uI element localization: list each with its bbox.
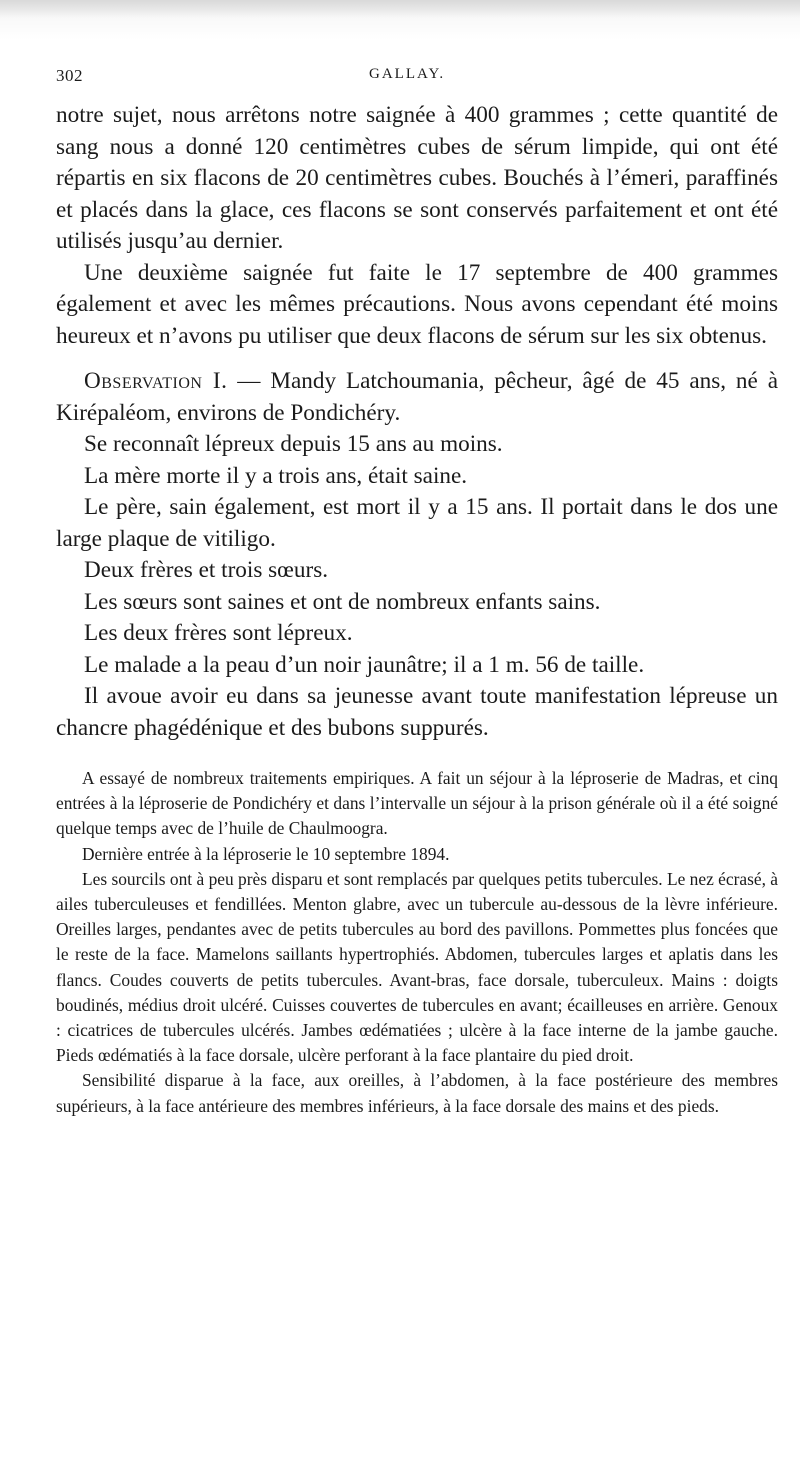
- observation-heading: [56, 366, 778, 429]
- page-number: 302: [56, 66, 83, 85]
- case-line: Le père, sain également, est mort il y a 15 ans. Il portait dans le dos une large plaque de vitiligo.: [56, 494, 778, 552]
- notes-last-entry: Dernière entrée à la léproserie le 10 septembre 1894.: [82, 843, 450, 864]
- notes-treatments: A essayé de nombreux traitements empiriques. A fait un séjour à la léproserie de Madras, et cinq entrées à la léproserie de Pondichéry et dans l’intervalle un séjour à la prison générale où il a été soigné quelque temps avec de l’huile de Chaulmoogra.: [56, 768, 778, 839]
- case-line: La mère morte il y a trois ans, était saine.: [84, 462, 468, 489]
- observation-label: Observation I.: [84, 368, 228, 394]
- case-line: Deux frères et trois sœurs.: [84, 557, 329, 583]
- paragraph-second-bleeding: Une deuxième saignée fut faite le 17 septembre de 400 grammes également et avec les mêmes précautions. Nous avons cependant été moins heureux et n’avons pu utiliser que deux flacons de sérum sur les six obtenus.: [56, 259, 778, 349]
- paragraph-serum-collection: notre sujet, nous arrêtons notre saignée à 400 grammes ; cette quantité de sang nous a donné 120 centimètres cubes de sérum limpide, qui ont été répartis en six flacons de 20 centimètres cubes. Bouchés à l’émeri, paraffinés et placés dans la glace, ces flacons se sont conservés parfaitement et ont été utilisés jusqu’au dernier.: [56, 102, 778, 254]
- clinical-notes: [56, 766, 778, 1119]
- case-line: Les deux frères sont lépreux.: [84, 620, 353, 646]
- main-text: [56, 100, 778, 1119]
- observation-intro: — Mandy Latchoumania, pêcheur, âgé de 45 ans, né à Kirépaléom, environs de Pondichéry.: [56, 368, 779, 426]
- case-line: Les sœurs sont saines et ont de nombreux enfants sains.: [84, 588, 601, 615]
- case-line: Le malade a la peau d’un noir jaunâtre; il a 1 m. 56 de taille.: [84, 651, 645, 678]
- notes-symptoms: Les sourcils ont à peu près disparu et sont remplacés par quelques petits tubercules. Le nez écrasé, à ailes tuberculeuses et fendillées. Menton glabre, avec un tubercule au-dessous de la lèvre inférieure. Oreilles larges, pendantes avec de petits tubercules au bord des pavillons. Pommettes plus foncées que le reste de la face. Mamelons saillants hypertrophiés. Abdomen, tubercules larges et aplatis dans les flancs. Coudes couverts de petits tubercules. Avant-bras, face dorsale, tuberculeux. Mains : doigts boudinés, médius droit ulcéré. Cuisses couvertes de tubercules en avant; écailleuses en arrière. Genoux : cicatrices de tubercules ulcérés. Jambes œdématiées ; ulcère à la face interne de la jambe gauche. Pieds œdématiés à la face dorsale, ulcère perforant à la face plantaire du pied droit.: [56, 868, 778, 1066]
- running-title: GALLAY.: [369, 66, 446, 82]
- case-line: Se reconnaît lépreux depuis 15 ans au moins.: [84, 431, 503, 457]
- running-head: [56, 66, 756, 88]
- notes-sensibility: Sensibilité disparue à la face, aux oreilles, à l’abdomen, à la face postérieure des membres supérieurs, à la face antérieure des membres inférieurs, à la face dorsale des mains et des pieds.: [56, 1070, 778, 1116]
- scan-edge-shadow: [0, 0, 800, 18]
- case-line: Il avoue avoir eu dans sa jeunesse avant toute manifestation lépreuse un chancre phagédénique et des bubons suppurés.: [56, 683, 778, 741]
